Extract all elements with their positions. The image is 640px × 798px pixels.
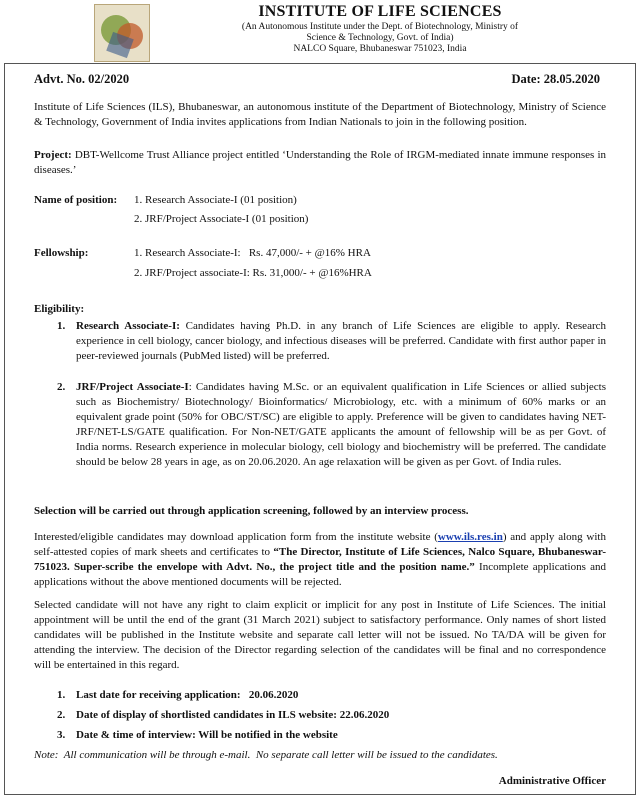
note-text: All communication will be through e-mail. No separate call letter will be issued to the candidates. bbox=[63, 749, 498, 761]
website-link[interactable]: www.ils.res.in bbox=[437, 531, 503, 543]
address-line-1: (An Autonomous Institute under the Dept. of Biotechnology, Ministry of bbox=[241, 22, 519, 32]
apply-text-2: ) and apply along with self-attested copies of mark sheets and certificates to bbox=[34, 531, 606, 558]
apply-address: “The Director, Institute of Life Sciences, Nalco Square, Bhubaneswar-751023. Super-scribe the envelope with Advt. No., the project title and the position name.” bbox=[34, 546, 606, 573]
eligibility-head-1: Research Associate-I: bbox=[76, 320, 180, 332]
project-paragraph bbox=[34, 148, 606, 178]
position-item-2: 2. JRF/Project Associate-I (01 position) bbox=[134, 213, 309, 225]
eligibility-head-2: JRF/Project Associate-I bbox=[76, 381, 189, 393]
address-line-2: Science & Technology, Govt. of India) bbox=[306, 33, 454, 43]
project-label: Project: bbox=[34, 149, 72, 161]
apply-text-1: Interested/eligible candidates may download application form from the institute website ( bbox=[34, 531, 438, 543]
position-item-1: 1. Research Associate-I (01 position) bbox=[134, 194, 297, 206]
intro-paragraph: Institute of Life Sciences (ILS), Bhubaneswar, an autonomous institute of the Department of Biotechnology, Ministry of Science & Technology, Government of India invites applications from Indian Nationals to join in the following position. bbox=[34, 101, 606, 128]
position-label: Name of position: bbox=[34, 194, 118, 206]
fellowship-item-2: 2. JRF/Project associate-I: Rs. 31,000/- + @16%HRA bbox=[134, 267, 372, 279]
date-item-3: Date & time of interview: Will be notified in the website bbox=[76, 729, 338, 741]
fellowship-item-1: 1. Research Associate-I: Rs. 47,000/- + @16% HRA bbox=[134, 247, 371, 259]
date-num-2: 2. bbox=[57, 709, 66, 721]
letterhead bbox=[0, 0, 640, 64]
eligibility-item-2 bbox=[76, 380, 606, 470]
address-line-3: NALCO Square, Bhubaneswar 751023, India bbox=[293, 44, 467, 54]
eligibility-text-1: Candidates having Ph.D. in any branch of Life Sciences are eligible to apply. Research experience in cell biology, cancer biology, and infectious diseases will be preferred. Candidate with first author paper in peer-reviewed journals (PubMed listed) will be preferred. bbox=[76, 320, 606, 362]
fellowship-label: Fellowship: bbox=[34, 247, 89, 259]
date-item-1: Last date for receiving application: 20.06.2020 bbox=[76, 689, 299, 701]
eligibility-num-2: 2. bbox=[57, 381, 66, 393]
date-item-2: Date of display of shortlisted candidates in ILS website: 22.06.2020 bbox=[76, 709, 390, 721]
institute-address bbox=[160, 22, 600, 55]
note-label: Note: bbox=[34, 749, 59, 761]
apply-text-3: Incomplete applications and applications without the above mentioned documents will be rejected. bbox=[34, 561, 606, 588]
terms-paragraph: Selected candidate will not have any right to claim explicit or implicit for any post in Institute of Life Sciences. The initial appointment will be until the end of the grant (31 March 2021) subject to satisfactory performance. Only names of short listed candidates will be published in the Institute website and separate call letter will not be issued. No TA/DA will be given for attending the interview. The decision of the Director regarding selection of the candidates will be final and no correspondence will be entertained in this regard. bbox=[34, 599, 606, 671]
advt-number: Advt. No. 02/2020 bbox=[34, 72, 130, 86]
project-text: DBT-Wellcome Trust Alliance project entitled ‘Understanding the Role of IRGM-mediated innate immune responses in diseases.’ bbox=[34, 149, 606, 176]
eligibility-text-2: : Candidates having M.Sc. or an equivalent qualification in Life Sciences or allied subjects such as Biochemistry/ Biotechnology/ Bioinformatics/ Microbiology, etc. with a minimum of 60% marks or an equivalent grade point (50% for OBC/ST/SC) are eligible to apply. Preference will be given to candidates having NET-JRF/NET-LS/GATE qualification. For Non-NET/GATE applicants the amount of fellowship will be as per Govt. of India norms. Research experience in molecular biology, cell biology and biochemistry will be preferred. The candidate should be below 28 years in age, as on 20.06.2020. An age relaxation will be given as per Govt. of India rules. bbox=[76, 381, 607, 468]
date-num-1: 1. bbox=[57, 689, 66, 701]
advt-date: Date: 28.05.2020 bbox=[511, 72, 600, 86]
institute-title: INSTITUTE OF LIFE SCIENCES bbox=[258, 3, 502, 20]
apply-paragraph bbox=[34, 530, 606, 590]
date-num-3: 3. bbox=[57, 729, 66, 741]
ils-logo-icon bbox=[94, 4, 150, 62]
eligibility-label: Eligibility: bbox=[34, 303, 85, 315]
eligibility-num-1: 1. bbox=[57, 320, 66, 332]
selection-statement: Selection will be carried out through application screening, followed by an interview process. bbox=[34, 505, 469, 517]
signatory: Administrative Officer bbox=[498, 775, 606, 787]
eligibility-item-1 bbox=[76, 319, 606, 364]
note-line bbox=[34, 748, 606, 763]
